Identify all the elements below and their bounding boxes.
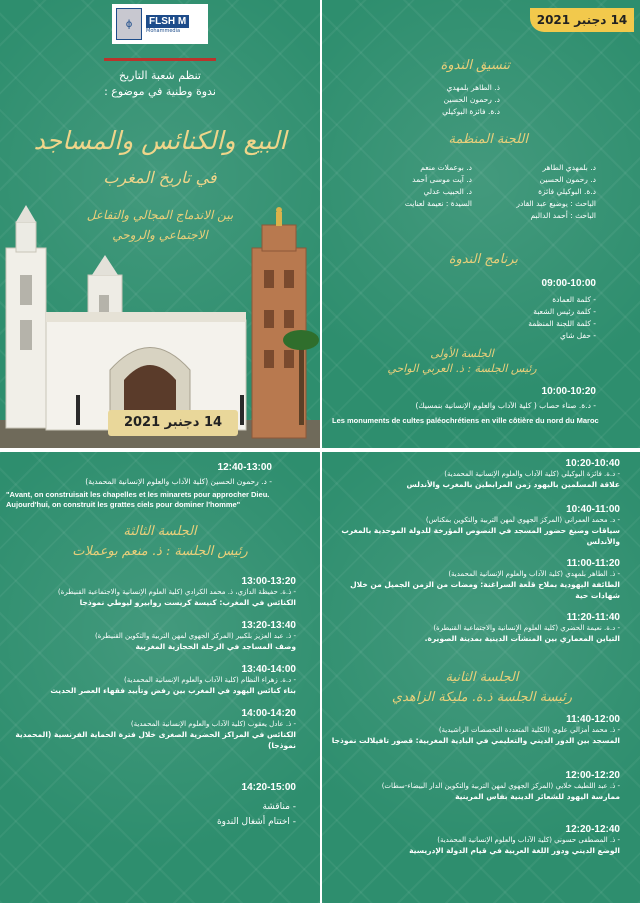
- list-item: د. بلمهدي الطاهر: [542, 163, 596, 172]
- list-item: - اختتام أشغال الندوة: [216, 817, 296, 827]
- entry-title: وصف المساجد في الرحلة الحجازية المغربية: [135, 642, 296, 651]
- committee-right-list: [486, 162, 596, 222]
- entry-title: الكنائس في المراكز الحضرية الصغرى خلال فترة الحماية الفرنسية (المحمدية نموذجا): [15, 730, 296, 750]
- list-item: د. بوعملات منعم: [420, 163, 472, 172]
- poster-subtitle: في تاريخ المغرب: [103, 168, 217, 187]
- list-item: ذ. الطاهر بلمهدي: [446, 83, 500, 92]
- entry-speaker: - ذ.ة. حفيظة الدازي، ذ. محمد الكرادي (كلية العلوم الإنسانية والاجتماعية القنيطرة): [57, 588, 296, 596]
- program-panel: [322, 0, 640, 448]
- entry-title: الوضع الديني ودور اللغة العربية في قيام الدولة الإدريسية: [409, 846, 620, 855]
- entry-title: سياقات وصيغ حضور المسجد في النصوص المؤرخة للدولة الموحدية بالمغرب والأندلس: [341, 526, 620, 546]
- entry-speaker: - د.ة. زهراء النظام (كلية الآداب والعلوم الإنسانية المحمدية): [124, 676, 296, 684]
- entry-time: 10:40-11:00: [566, 504, 620, 515]
- entry-title: الكنائس في المغرب: كنيسة كريست روابيرو ليوطي نموذجا: [79, 598, 296, 607]
- entry-time: 12:00-12:20: [565, 770, 620, 781]
- entry-time: 14:00-14:20: [241, 708, 296, 719]
- session1-chair: رئيس الجلسة : ذ. العربي الواحي: [387, 362, 537, 375]
- closing-time: 14:20-15:00: [241, 782, 296, 793]
- list-item: د. رحمون الحسين: [443, 95, 500, 104]
- entry-time: 13:00-13:20: [241, 576, 296, 587]
- list-item: - كلمة رئيس الشعبة: [533, 307, 596, 316]
- entry-title: الطائفة اليهودية بملاح قلعة السراغنة: ومضات من الزمن الجميل من خلال شهادات حية: [350, 580, 620, 600]
- list-item: [330, 770, 620, 802]
- coordination-heading: تنسيق الندوة: [440, 58, 510, 73]
- list-item: - مناقشة: [262, 802, 296, 812]
- t1-time: 12:40-13:00: [217, 462, 272, 473]
- entry-speaker: - ذ. الطاهر بلمهدي (كلية الآداب والعلوم الإنسانية المحمدية): [448, 570, 620, 578]
- theme-line-2: الاجتماعي والروحي: [112, 228, 208, 242]
- s1-speaker: - د.ة. صناء حصاب ( كلية الآداب والعلوم الإنسانية بنمسيك): [415, 401, 596, 410]
- entry-speaker: - ذ. المصطفى حسوني (كلية الآداب والعلوم الإنسانية المحمدية): [437, 836, 620, 844]
- s1-title: Les monuments de cultes paléochrétiens en ville côtière du nord du Maroc: [332, 416, 599, 425]
- entry-time: 11:20-11:40: [566, 612, 620, 623]
- s1-time: 10:00-10:20: [541, 386, 596, 397]
- list-item: [330, 612, 620, 644]
- list-item: [330, 504, 620, 547]
- list-item: [330, 824, 620, 856]
- list-item: السيدة : نعيمة لعنايت: [404, 199, 472, 208]
- quote-text: "Avant, on construisait les chapelles et les minarets pour approcher Dieu. Aujourd'hui, on construit les grattes ciels pour dominer l'homme": [6, 490, 270, 509]
- session2-panel: [322, 452, 640, 903]
- session2-chair: رئيسة الجلسة ذ.ة. مليكة الزاهدي: [391, 690, 573, 705]
- list-item: الباحث : يوضيع عبد القادر: [516, 199, 596, 208]
- closing-list: [146, 800, 296, 830]
- poster-date: 14 دجنبر 2021: [108, 410, 238, 436]
- session1-title: الجلسة الأولى: [430, 347, 494, 360]
- committee-left-list: [362, 162, 472, 210]
- entry-speaker: - ذ. عادل يعقوب (كلية الآداب والعلوم الإنسانية المحمدية): [130, 720, 296, 728]
- entry-time: 13:40-14:00: [241, 664, 296, 675]
- organizer-line: تنظم شعبة التاريخ: [118, 69, 201, 82]
- monuments-illustration: [0, 0, 320, 448]
- event-intro: ندوة وطنية في موضوع :: [104, 85, 216, 98]
- opening-list: [476, 294, 596, 342]
- opening-time: 09:00-10:00: [541, 278, 596, 289]
- entry-time: 11:40-12:00: [566, 714, 620, 725]
- entry-speaker: - د. محمد العمراني (المركز الجهوي لمهن التربية والتكوين بمكناس): [425, 516, 620, 524]
- list-item: [330, 714, 620, 746]
- session3-title: الجلسة الثالثة: [123, 524, 197, 539]
- entry-speaker: - ذ. محمد أمزالي علوي (الكلية المتعددة التخصصات الراشيدية): [438, 726, 620, 734]
- entry-title: بناء كنائس اليهود في المغرب بين رفض وتأييد فقهاء العصر الحديث: [50, 686, 296, 695]
- list-item: الباحث : أحمد الدالبم: [530, 211, 596, 220]
- list-item: - كلمة اللجنة المنظمة: [528, 319, 596, 328]
- session3-chair: رئيس الجلسة : ذ. منعم بوعملات: [72, 544, 248, 559]
- session1-heading: [362, 346, 562, 376]
- entry-time: 10:20-10:40: [565, 458, 620, 469]
- entry-time: 11:00-11:20: [566, 558, 620, 569]
- entry-speaker: - د.ة. نعيمة الحضري (كلية العلوم الإنسانية والاجتماعية القنيطرة): [433, 624, 620, 632]
- poster-title: البيع والكنائس والمساجد: [33, 126, 287, 155]
- entry-title: المسجد بين الدور الديني والتعليمي في البادية المغربية: قصور تافيلالت نموذجا: [331, 736, 620, 745]
- list-item: [6, 620, 296, 652]
- logo-text: FLSH M: [146, 15, 189, 28]
- program-heading: برنامج الندوة: [448, 252, 518, 267]
- list-item: [330, 558, 620, 601]
- t1-speaker: - د. رحمون الحسين (كلية الآداب والعلوم الإنسانية المحمدية): [85, 477, 272, 486]
- session2-title: الجلسة الثانية: [445, 670, 519, 685]
- list-item: د. رحمون الحسين: [539, 175, 596, 184]
- list-item: د.ة. فائزة البوكيلي: [442, 107, 500, 116]
- entry-speaker: - ذ. عبد اللطيف خلابي (المركز الجهوي لمهن التربية والتكوين الدار البيضاء-سطات): [381, 782, 620, 790]
- entry-title: ممارسة اليهود للشعائر الدينية بفاس المرينية: [455, 792, 620, 801]
- list-item: [6, 664, 296, 696]
- session2-heading: [362, 668, 602, 708]
- poster-panel: [0, 0, 320, 448]
- entry-speaker: - د.ة. فائزة البوكيلي (كلية الآداب والعلوم الإنسانية المحمدية): [444, 470, 620, 478]
- list-item: د. آيت موسى أحمد: [412, 175, 472, 184]
- entry-title: التباين المعماري بين المنشآت الدينية بمدينة الصويرة.: [424, 634, 620, 643]
- entry-title: علاقة المسلمين باليهود زمن المرابطين بالمغرب والأندلس: [406, 480, 620, 489]
- committee-heading: اللجنة المنظمة: [448, 132, 528, 147]
- list-item: [6, 576, 296, 608]
- logo-sub: Mohammedia: [146, 27, 181, 34]
- list-item: د.ة. البوكيلي فائزة: [538, 187, 596, 196]
- list-item: [330, 458, 620, 490]
- session3-panel: [0, 452, 320, 903]
- date-tag: 14 دجنبر 2021: [530, 8, 634, 32]
- list-item: [6, 708, 296, 751]
- entry-speaker: - ذ. عبد العزيز بلكبير (المركز الجهوي لمهن التربية والتكوين القنيطرة): [94, 632, 296, 640]
- coordination-list: [350, 82, 500, 118]
- list-item: د. الحبيب عدلي: [423, 187, 472, 196]
- list-item: - كلمة العمادة: [552, 295, 596, 304]
- session3-heading: [60, 522, 260, 562]
- list-item: - حفل شاي: [559, 331, 596, 340]
- entry-time: 13:20-13:40: [241, 620, 296, 631]
- logo-mark-icon: ϕ: [116, 8, 142, 40]
- theme-line-1: بين الاندماج المجالي والتفاعل: [86, 208, 234, 222]
- entry-time: 12:20-12:40: [565, 824, 620, 835]
